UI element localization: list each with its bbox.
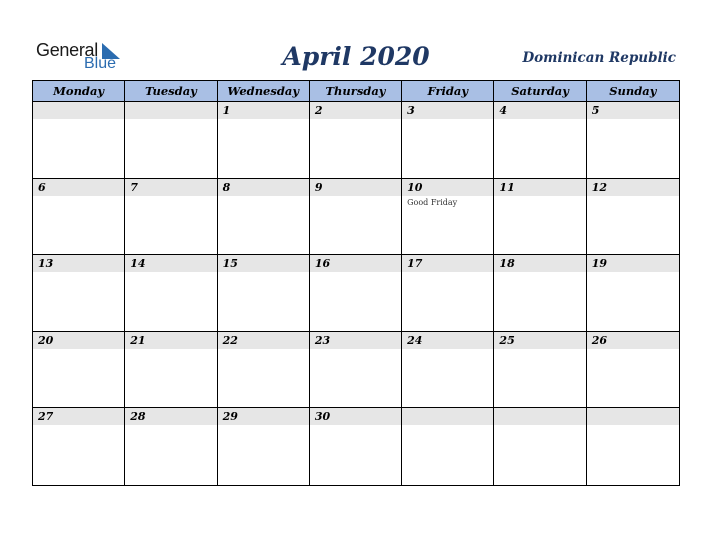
- day-cell: [402, 179, 494, 256]
- day-number: 9: [314, 180, 323, 194]
- day-number: 4: [499, 104, 508, 117]
- day-cell: [33, 408, 125, 485]
- calendar-grid: [32, 80, 680, 486]
- logo-blue-text: Blue: [84, 55, 117, 72]
- day-number: 17: [407, 257, 423, 271]
- day-cell: [402, 332, 494, 409]
- weekday-header: Monday: [33, 81, 125, 102]
- day-number: 29: [222, 410, 238, 424]
- day-number-band: [587, 102, 679, 119]
- day-number-band: [402, 408, 493, 425]
- day-number: 8: [222, 180, 231, 194]
- day-number: 3: [407, 104, 415, 117]
- day-cell: [494, 332, 586, 409]
- day-cell: [125, 255, 217, 332]
- day-number: 25: [499, 333, 515, 347]
- day-number-band: [402, 102, 493, 119]
- day-cell: [494, 408, 586, 485]
- day-cell: [218, 102, 310, 179]
- day-cell: [218, 179, 310, 256]
- day-number: 14: [130, 257, 146, 271]
- day-number: 19: [591, 257, 608, 271]
- day-cell: [218, 332, 310, 409]
- day-number: 2: [314, 104, 323, 117]
- day-cell: [33, 255, 125, 332]
- day-cell: [218, 255, 310, 332]
- day-number: 11: [499, 180, 515, 194]
- day-cell: [33, 102, 125, 179]
- day-number-band: [310, 102, 401, 119]
- day-cell: [494, 255, 586, 332]
- day-cell: [310, 332, 402, 409]
- day-cell: [310, 408, 402, 485]
- day-number: 13: [38, 257, 54, 271]
- day-number: 22: [222, 333, 238, 347]
- day-cell: [125, 179, 217, 256]
- day-number-band: [494, 102, 585, 119]
- day-number-band: [218, 102, 309, 119]
- day-number-band: [125, 102, 216, 119]
- day-number: 1: [222, 104, 231, 117]
- logo-general-text: General: [36, 40, 98, 60]
- weekday-header: Thursday: [310, 81, 402, 102]
- day-number-band: [494, 408, 585, 425]
- day-cell: [125, 332, 217, 409]
- day-cell: [587, 408, 679, 485]
- day-number: 5: [591, 104, 600, 117]
- day-cell: [402, 408, 494, 485]
- page-title: April 2020: [282, 42, 430, 71]
- day-cell: [587, 179, 679, 256]
- day-number: 21: [130, 333, 146, 347]
- day-number: 26: [591, 333, 608, 347]
- holiday-label: Good Friday: [407, 197, 458, 207]
- day-number: 18: [499, 257, 515, 271]
- day-cell: [494, 179, 586, 256]
- day-cell: [33, 332, 125, 409]
- day-cell: [218, 408, 310, 485]
- weekday-header: Wednesday: [218, 81, 310, 102]
- day-cell: [310, 102, 402, 179]
- day-cell: [402, 102, 494, 179]
- day-number: 24: [407, 333, 423, 347]
- day-number: 6: [38, 180, 46, 194]
- day-cell: [125, 102, 217, 179]
- day-number: 7: [130, 180, 138, 194]
- day-cell: [310, 255, 402, 332]
- day-cell: [310, 179, 402, 256]
- day-number: 15: [222, 257, 238, 271]
- day-number: 27: [38, 410, 54, 424]
- day-number: 23: [314, 333, 331, 347]
- day-number-band: [125, 179, 216, 196]
- day-number-band: [33, 179, 124, 196]
- day-number-band: [33, 102, 124, 119]
- day-cell: [33, 179, 125, 256]
- day-number-band: [310, 179, 401, 196]
- day-number: 12: [591, 180, 608, 194]
- weekday-header: Sunday: [587, 81, 679, 102]
- day-number: 10: [407, 180, 423, 194]
- day-cell: [125, 408, 217, 485]
- day-number: 28: [130, 410, 146, 424]
- day-number: 20: [38, 333, 54, 347]
- day-cell: [494, 102, 586, 179]
- day-cell: [587, 255, 679, 332]
- day-number: 16: [314, 257, 331, 271]
- day-number-band: [587, 408, 679, 425]
- weekday-header: Tuesday: [125, 81, 217, 102]
- day-cell: [587, 102, 679, 179]
- day-number: 30: [314, 410, 331, 424]
- day-number-band: [218, 179, 309, 196]
- day-cell: [402, 255, 494, 332]
- country-label: Dominican Republic: [522, 50, 676, 66]
- weekday-header: Friday: [402, 81, 494, 102]
- day-cell: [587, 332, 679, 409]
- weekday-header: Saturday: [494, 81, 586, 102]
